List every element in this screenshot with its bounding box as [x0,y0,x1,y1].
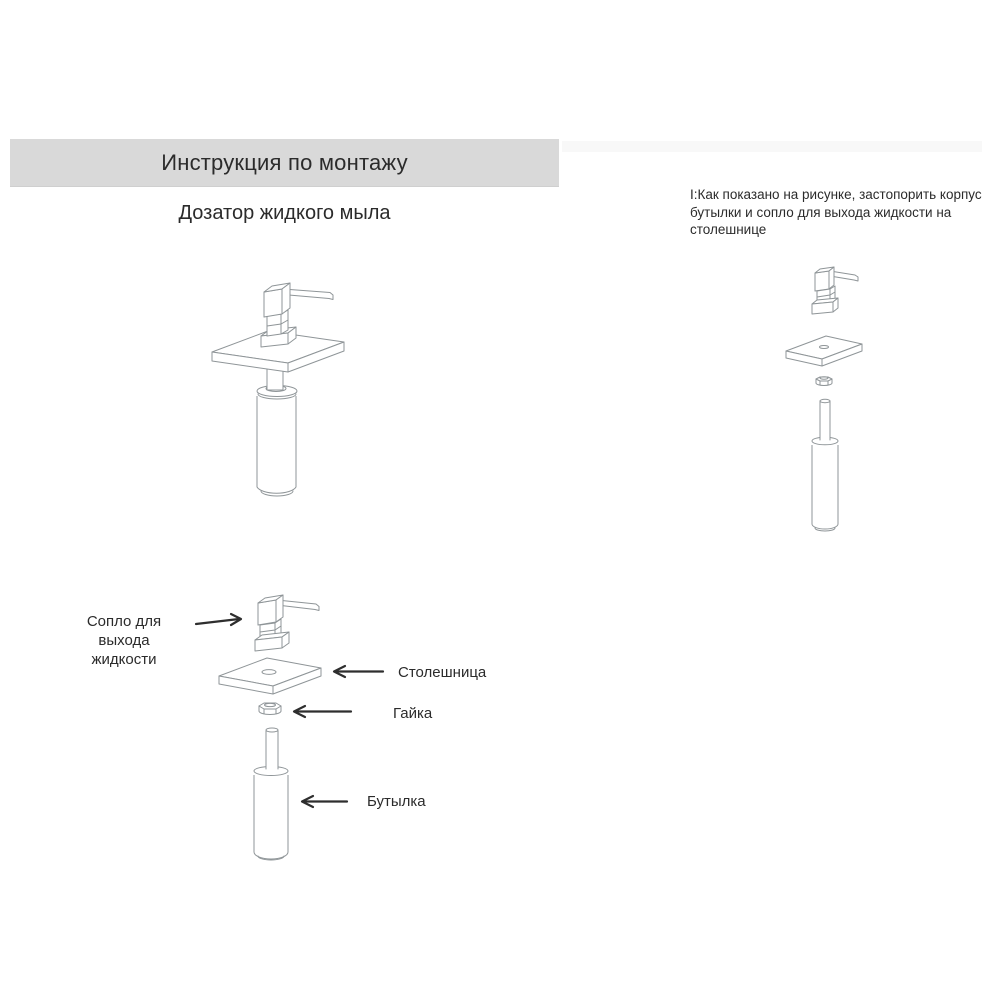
page-subtitle: Дозатор жидкого мыла [178,202,391,224]
bottle [254,767,288,861]
page-title: Инструкция по монтажу [161,149,408,175]
exploded-dispenser-drawing [215,593,330,865]
arrow-nozzle [193,611,247,629]
label-countertop: Столешница [398,664,487,681]
pump-base-flange [812,298,838,314]
nut [259,703,281,715]
label-nozzle [60,612,188,669]
arrow-nut [291,704,353,719]
pump-head [815,267,834,291]
title-bar [10,139,559,187]
label-bottle: Бутылка [367,793,426,810]
countertop-plate [786,336,862,366]
label-nozzle-line-1: Сопло для выхода [86,613,162,649]
bottle [257,386,297,497]
nut [816,377,832,386]
tube [820,399,830,440]
tube [266,728,278,769]
bottle [812,437,838,531]
step-note [690,186,1000,239]
exploded-dispenser-small-drawing [783,266,865,536]
step-note-line-1: I:Как показано на рисунке, застопорить корпус [690,187,982,202]
scan-artifact-strip [562,141,982,152]
arrow-bottle [299,794,349,809]
assembled-dispenser-drawing [205,272,355,507]
label-nozzle-line-2: жидкости [91,651,157,668]
countertop-plate [219,658,321,694]
arrow-countertop [330,664,385,679]
step-note-line-2: бутылки и сопло для выхода жидкости на [690,204,952,220]
step-note-line-3: столешнице [690,222,767,237]
label-nut: Гайка [393,705,433,722]
